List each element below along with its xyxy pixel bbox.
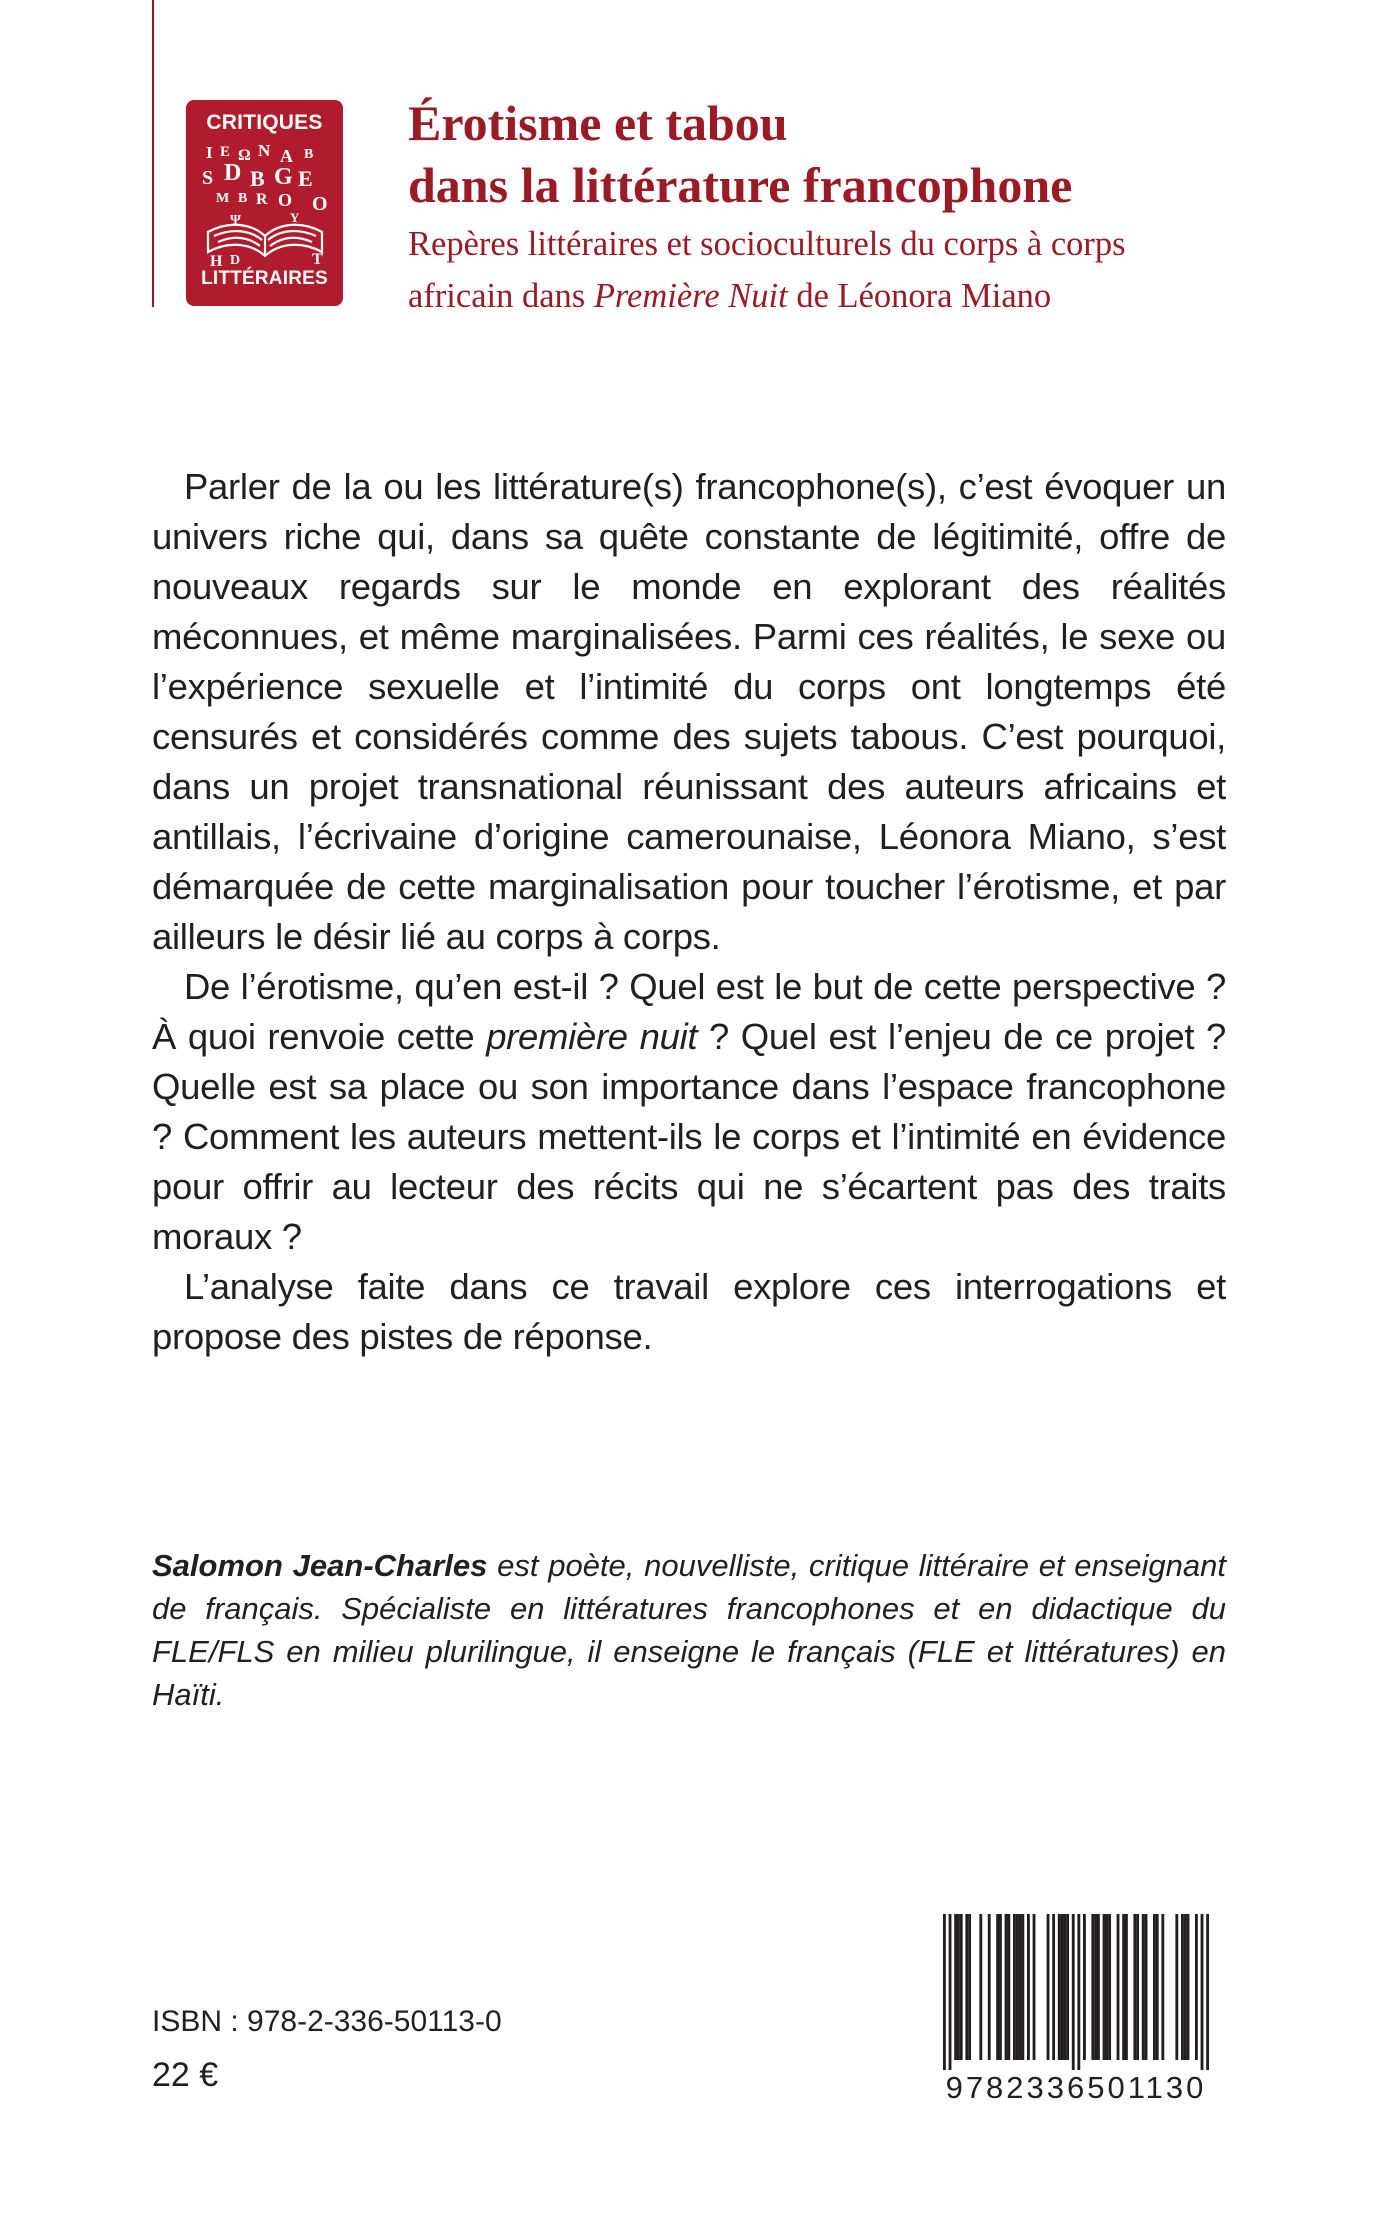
barcode-bar [1161, 1914, 1164, 2060]
summary-paragraph-3: L’analyse faite dans ce travail explore ces interrogations et propose des pistes de réponse. [152, 1266, 1226, 1357]
barcode-bar [1133, 1914, 1136, 2060]
svg-text:G: G [274, 164, 293, 190]
barcode-bar [1005, 1914, 1008, 2060]
barcode-bar [1019, 1914, 1022, 2060]
logo-bottom-text: LITTÉRAIRES [201, 268, 328, 289]
barcode-bar [1091, 1914, 1094, 2060]
svg-text:H: H [210, 253, 223, 266]
barcode-bar [954, 1914, 957, 2060]
barcode-bar [1125, 1914, 1128, 2060]
barcode-bar [1206, 1914, 1209, 2070]
price: 22 € [152, 2056, 219, 2094]
vertical-rule [152, 0, 154, 307]
author-bio-text: est poète, nouvelliste, critique littéraire et enseignant de français. Spécialiste en littératures francophones et en didactique du FLE/FLS en milieu plurilingue, il enseigne le français (FLE et littératures) en Haïti. [152, 1548, 1226, 1712]
summary-p2-after: ? Quel est l’enjeu de ce projet ? Quelle est sa place ou son importance dans l’espace francophone ? Comment les auteurs mettent-ils le corps et l’intimité en évidence pour offrir au lecteur des récits qui ne s’écartent pas des traits moraux ? [152, 1016, 1226, 1257]
barcode-bar [1083, 1914, 1086, 2060]
subtitle-line-2 [408, 270, 1338, 322]
barcode-bar [988, 1914, 991, 2060]
barcode-bar [1136, 1914, 1139, 2060]
barcode-digits: 9782336501130 [945, 2070, 1207, 2105]
svg-text:Ψ: Ψ [230, 213, 241, 228]
barcode-bar [1103, 1914, 1106, 2060]
open-book-letters-icon [200, 140, 330, 266]
title-block [408, 92, 1338, 322]
barcode-bar [968, 1914, 971, 2060]
barcode-bar [1063, 1914, 1066, 2060]
subtitle-text-before: africain dans [408, 277, 594, 315]
barcode-bar [999, 1914, 1002, 2060]
svg-text:Y: Y [290, 210, 300, 225]
ean13-barcode-icon [943, 1914, 1209, 2070]
series-logo [186, 100, 343, 306]
svg-text:D: D [230, 253, 241, 266]
summary-p2-italic: première nuit [486, 1016, 698, 1057]
svg-text:R: R [256, 191, 268, 208]
barcode-bar [957, 1914, 960, 2060]
logo-top-text: CRITIQUES [206, 111, 323, 134]
svg-text:M: M [216, 191, 230, 206]
author-bio [152, 1544, 1226, 1716]
barcode-bar [1105, 1914, 1108, 2060]
svg-text:D: D [224, 160, 242, 186]
barcode-bar [979, 1914, 982, 2060]
barcode-bar [1027, 1914, 1030, 2060]
svg-text:O: O [312, 193, 328, 215]
svg-text:B: B [238, 191, 248, 206]
barcode-bar [1108, 1914, 1111, 2060]
isbn: ISBN : 978-2-336-50113-0 [152, 2005, 502, 2038]
svg-text:Ω: Ω [238, 147, 251, 164]
svg-text:O: O [278, 190, 293, 210]
barcode-bar [1016, 1914, 1019, 2060]
subtitle-italic-title: Première Nuit [593, 277, 788, 315]
summary-paragraph-1: Parler de la ou les littérature(s) francophone(s), c’est évoquer un univers riche qui, dans sa quête constante de légitimité, offre de nouveaux regards sur le monde en explorant des réalités méconnues, et même marginalisées. Parmi ces réalités, le sexe ou l’expérience sexuelle et l’intimité du corps ont longtemps été censurés et considérés comme des sujets tabous. C’est pourquoi, dans un projet transnational réunissant des auteurs africains et antillais, l’écrivaine d’origine camerounaise, Léonora Miano, s’est démarquée de cette marginalisation pour toucher l’érotisme, et par ailleurs le désir lié au corps à corps. [152, 466, 1226, 957]
barcode-bar [1021, 1914, 1024, 2060]
svg-text:A: A [280, 146, 293, 166]
barcode-bar [1156, 1914, 1159, 2060]
barcode-bar [965, 1914, 968, 2060]
author-name: Salomon Jean-Charles [152, 1548, 488, 1583]
barcode-bar [943, 1914, 946, 2070]
barcode-bar [1153, 1914, 1156, 2060]
barcode-bar [1052, 1914, 1055, 2060]
barcode-bar [1117, 1914, 1120, 2060]
svg-text:N: N [258, 141, 271, 160]
barcode-bar [1097, 1914, 1100, 2060]
barcode-bar [1007, 1914, 1010, 2060]
barcode-bar [1058, 1914, 1061, 2060]
barcode-bar [1122, 1914, 1125, 2060]
barcode-bar [1061, 1914, 1064, 2060]
book-title-line-2: dans la littérature francophone [408, 157, 1073, 213]
barcode-bar [1145, 1914, 1148, 2060]
barcode-bar [960, 1914, 963, 2060]
barcode-bar [949, 1914, 952, 2070]
svg-text:E: E [298, 166, 313, 191]
svg-text:B: B [304, 147, 314, 162]
barcode-bar [1175, 1914, 1178, 2060]
book-subtitle [408, 218, 1338, 322]
barcode-bar [1013, 1914, 1016, 2060]
barcode-bar [1181, 1914, 1184, 2060]
svg-text:B: B [250, 166, 265, 191]
barcode-bar [1195, 1914, 1198, 2060]
barcode-bar [1142, 1914, 1145, 2060]
book-title-line-1: Érotisme et tabou [408, 95, 788, 151]
subtitle-text-after: de Léonora Miano [787, 277, 1052, 315]
book-summary [152, 462, 1226, 1362]
barcode-bar [1033, 1914, 1036, 2060]
svg-text:T: T [312, 251, 323, 266]
summary-paragraph-2 [152, 962, 1226, 1262]
barcode-bar [996, 1914, 999, 2060]
summary-p2-before: De l’érotisme, qu’en est-il ? Quel est le but de cette perspective ? À quoi renvoie cette [152, 966, 1226, 1057]
barcode-bar [1201, 1914, 1204, 2070]
barcode-bar [1066, 1914, 1069, 2060]
svg-text:S: S [202, 167, 214, 189]
barcode-bar [1072, 1914, 1075, 2070]
svg-text:E: E [220, 144, 231, 160]
barcode-bar [1187, 1914, 1190, 2060]
barcode-bar [1047, 1914, 1050, 2060]
barcode-bar [1184, 1914, 1187, 2060]
barcode-bar [1094, 1914, 1097, 2060]
svg-text:I: I [206, 143, 213, 162]
barcode-bar [1077, 1914, 1080, 2070]
subtitle-line-1: Repères littéraires et socioculturels du corps à corps [408, 225, 1126, 263]
barcode [930, 1906, 1222, 2106]
